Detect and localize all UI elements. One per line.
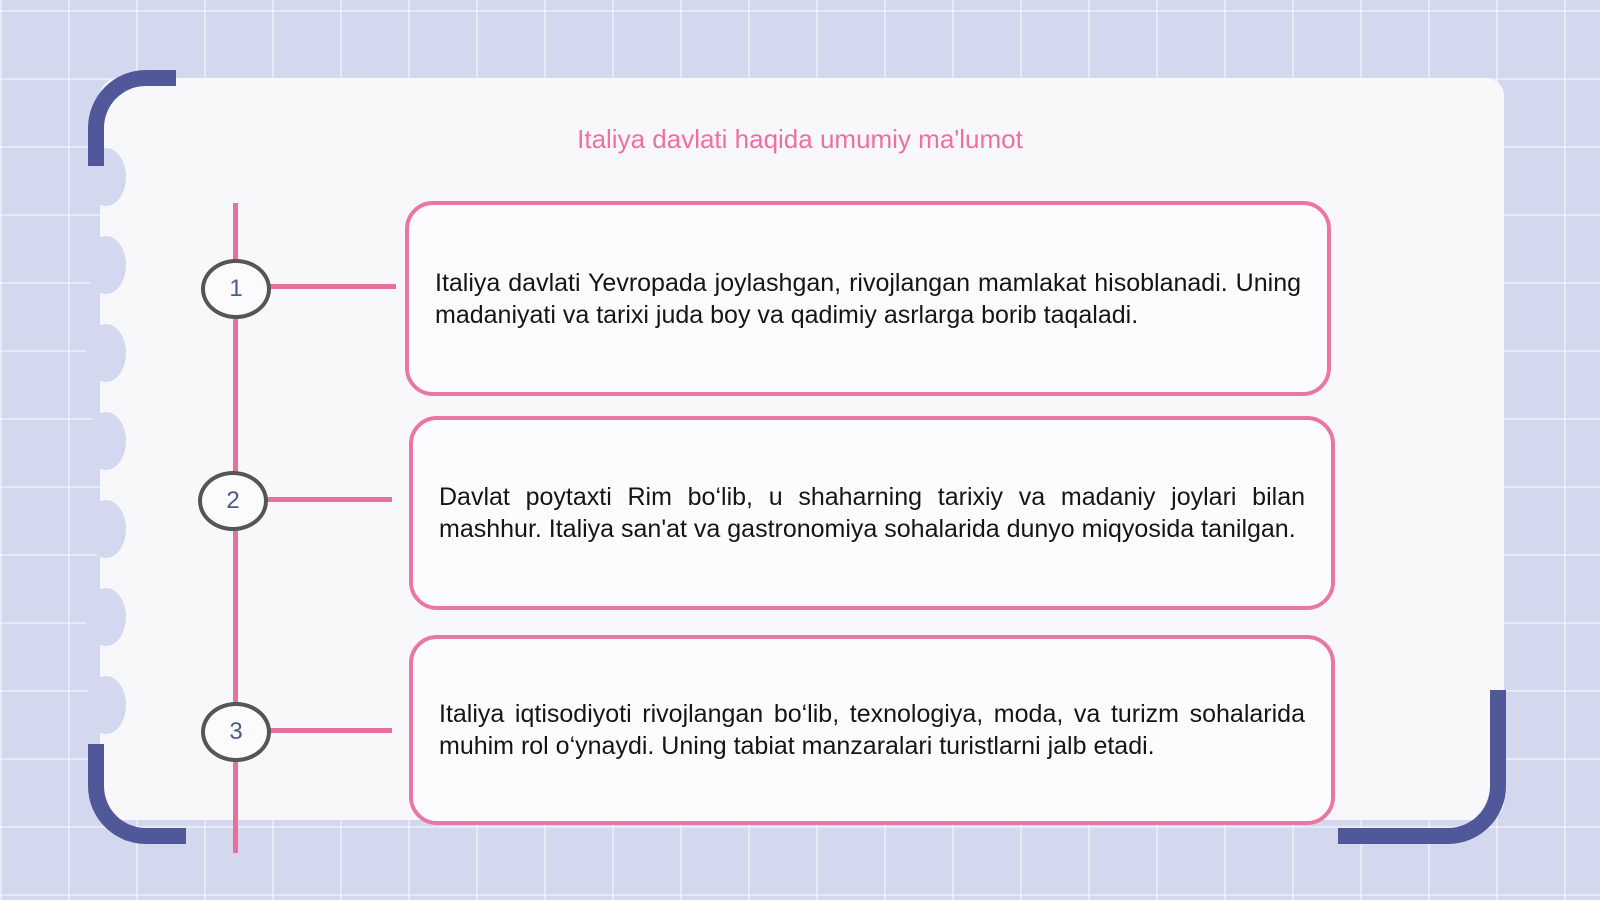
- step-number-2: 2: [198, 471, 268, 531]
- info-text-2: Davlat poytaxti Rim bo‘lib, u shaharning tarixiy va madaniy joylari bilan mashhur. Italiya san'at va gastronomiya sohalarida dunyo miqyosida tanilgan.: [439, 483, 1305, 543]
- connector-line: [266, 728, 392, 733]
- corner-bracket-top-left: [88, 70, 176, 166]
- info-text-3: Italiya iqtisodiyoti rivojlangan bo‘lib, texnologiya, moda, va turizm sohalarida muhim rol o‘ynaydi. Uning tabiat manzaralari turistlarni jalb etadi.: [439, 700, 1305, 760]
- paper-notch: [86, 236, 126, 294]
- paper-notch: [86, 412, 126, 470]
- info-box-1: [405, 201, 1331, 396]
- step-number-3: 3: [201, 702, 271, 762]
- step-number-1: 1: [201, 259, 271, 319]
- paper-notch: [86, 676, 126, 734]
- info-box-3: [409, 635, 1335, 825]
- info-box-2: [409, 416, 1335, 610]
- slide-title: Italiya davlati haqida umumiy ma'lumot: [577, 124, 1023, 154]
- paper-notch: [86, 324, 126, 382]
- info-text-1: Italiya davlati Yevropada joylashgan, rivojlangan mamlakat hisoblanadi. Uning madaniyati va tarixi juda boy va qadimiy asrlarga borib taqaladi.: [435, 268, 1301, 329]
- connector-line: [266, 284, 396, 289]
- paper-notch: [86, 500, 126, 558]
- corner-bracket-bottom-right: [1338, 690, 1506, 844]
- corner-bracket-bottom-left: [88, 744, 186, 844]
- paper-notch: [86, 588, 126, 646]
- connector-line: [262, 497, 392, 502]
